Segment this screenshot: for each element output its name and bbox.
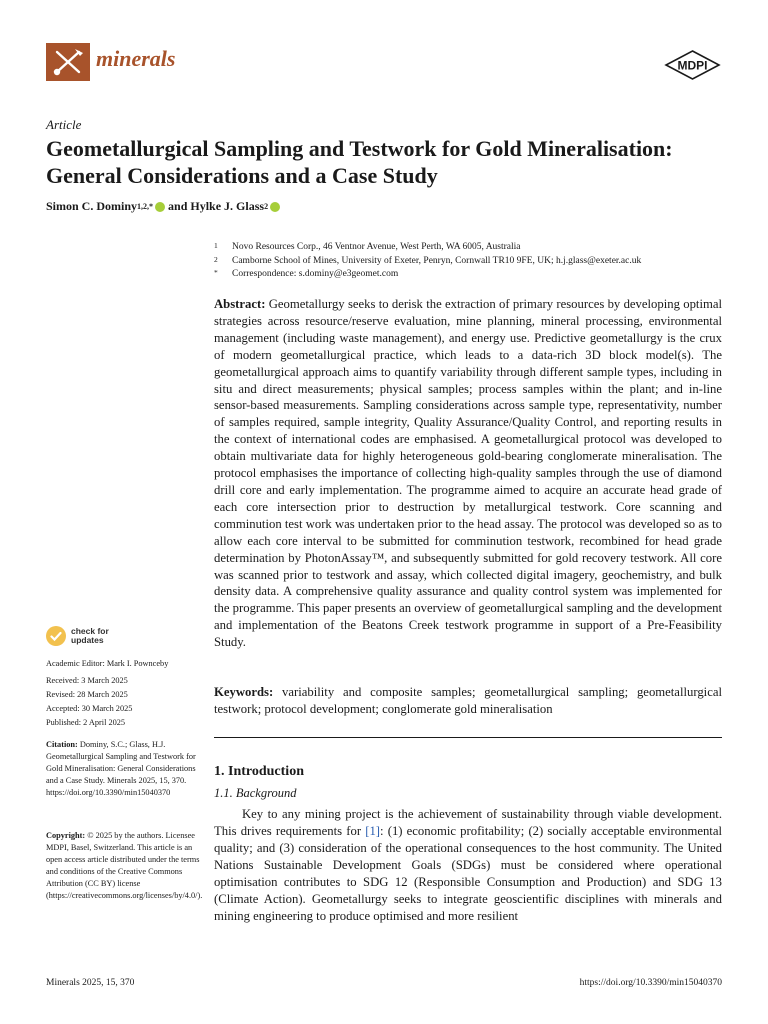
mdpi-logo[interactable]: [664, 50, 721, 80]
affiliation: [214, 255, 641, 269]
paragraph-text: : (1) economic profitability; (2) socially acceptable environmental quality; and (3) consideration of the operational consequences to the host community. The United Nations Sustainable Development Goals (SDGs) must be considered where operational optimisation contributes to SDG 12 (Responsible Consumption and Production) and SDG 13 (Climate Action). Geometallurgy seeks to integrate geoscientific disciplines with minerals and mining engineering to produce optimised and more resilient: [214, 824, 722, 923]
accepted-date: Accepted: 30 March 2025: [46, 704, 133, 713]
article-type: Article: [46, 117, 82, 132]
introduction-paragraph: [214, 806, 722, 925]
copyright-block: [46, 830, 206, 902]
article-title: Geometallurgical Sampling and Testwork for Gold Mineralisation: General Considerations and a Case Study: [46, 136, 673, 188]
published-date: Published: 2 April 2025: [46, 718, 126, 727]
correspondence-text[interactable]: Correspondence: s.dominy@e3geomet.com: [232, 269, 399, 279]
copyright-label: Copyright:: [46, 831, 86, 840]
citation-text[interactable]: Dominy, S.C.; Glass, H.J. Geometallurgical Sampling and Testwork for Gold Mineralisation: General Considerations and a Case Study. Minerals 2025, 15, 370. https://doi.org/10.3390/min15040370: [46, 740, 196, 797]
subsection-heading: 1.1. Background: [214, 786, 297, 800]
keywords-text: variability and composite samples; geometallurgical sampling; geometallurgical testwork; protocol development; conglomerate gold mineralisation: [214, 685, 722, 716]
orcid-icon[interactable]: [155, 202, 165, 212]
keywords-label: Keywords:: [214, 685, 274, 699]
orcid-icon[interactable]: [270, 202, 280, 212]
paragraph-text: Key to any mining project is the achievement of sustainability through viable development. This drives requirements for: [214, 807, 722, 838]
reference-link[interactable]: [1]: [365, 824, 381, 838]
check-updates-label: updates: [71, 635, 104, 645]
journal-logo: [46, 43, 90, 81]
affiliation-number: 1: [214, 241, 218, 250]
affiliation-number: *: [214, 268, 218, 277]
check-updates-icon: [46, 626, 66, 646]
citation-label: Citation:: [46, 740, 78, 749]
section-heading: 1. Introduction: [214, 764, 304, 779]
pickaxe-shovel-icon: [51, 47, 85, 77]
footer-doi-link[interactable]: https://doi.org/10.3390/min15040370: [579, 978, 722, 988]
author-affiliation-marker: 1,2,*: [137, 202, 154, 211]
author-list: [46, 199, 283, 214]
author-conjunction: and: [168, 199, 188, 213]
abstract-text: Geometallurgy seeks to derisk the extraction of primary resources by developing optimal strategies across resource/reserve evaluation, mine planning, mineral processing, environmental management (including waste management), and energy use. Predictive geometallurgy is the crux of modern geometallurgical practice, which leads to a data-rich 3D block model(s). The geometallurgical approach aims to quantify variability through different sample types, including in situ and direct measurements; physical samples; process samples within the plant; and in-line sensor-based measurements. Sampling considerations across sample type, representativity, number of samples required, sample integrity, Quality Assurance/Quality Control, and reporting results in the context of international codes are emphasised. A geometallurgical protocol was developed to obtain multivariate data for highly heterogeneous gold-bearing conglomerate mineralisation. The protocol emphasises the importance of collecting high-quality samples through the use of diamond drill core and early implementation. The programme aimed to acquire an accurate head grade of each core intersection prior to destruction by metallurgical testwork. Core scanning and comminution test work was undertaken prior to the head assay. The protocol was developed so as to allow each core interval to be submitted for comminution testwork, recombined for head grade determination by PhotonAssay™, and subsequently submitted for gold recovery testwork. All core was scanned prior to testwork and assay, which collected digital imagery, geochemistry, and bulk density data. A comprehensive quality assurance and quality control system was implemented for the programme. This paper presents an overview of geometallurgical sampling and the development and implementation of the Beatons Creek testwork programme in support of a Pre-Feasibility Study.: [214, 297, 723, 650]
abstract-label: Abstract:: [214, 297, 266, 311]
affiliation: [214, 241, 521, 255]
received-date: Received: 3 March 2025: [46, 676, 128, 685]
abstract: [214, 296, 722, 651]
publisher-name: MDPI: [677, 58, 708, 73]
section-divider: [214, 737, 722, 738]
check-updates-label: check for: [71, 626, 109, 636]
copyright-text: © 2025 by the authors. Licensee MDPI, Basel, Switzerland. This article is an open access article distributed under the terms and conditions of the Creative Commons Attribution (CC BY) license (https://creativecommons.org/licenses/by/4.0/).: [46, 831, 203, 900]
check-for-updates-button[interactable]: [46, 626, 109, 646]
keywords: [214, 684, 722, 718]
affiliation-text: Camborne School of Mines, University of Exeter, Penryn, Cornwall TR10 9FE, UK; h.j.glass@exeter.ac.uk: [232, 256, 642, 266]
author-name[interactable]: Hylke J. Glass: [190, 199, 265, 213]
correspondence: [214, 268, 398, 282]
footer-citation: Minerals 2025, 15, 370: [46, 978, 135, 988]
citation-block: [46, 739, 206, 799]
affiliation-text: Novo Resources Corp., 46 Ventnor Avenue, West Perth, WA 6005, Australia: [232, 242, 521, 252]
author-affiliation-marker: 2: [264, 202, 269, 211]
affiliation-number: 2: [214, 255, 218, 264]
academic-editor: Academic Editor: Mark I. Pownceby: [46, 659, 169, 668]
author-name[interactable]: Simon C. Dominy: [46, 199, 138, 213]
revised-date: Revised: 28 March 2025: [46, 690, 128, 699]
journal-name[interactable]: minerals: [96, 46, 176, 71]
